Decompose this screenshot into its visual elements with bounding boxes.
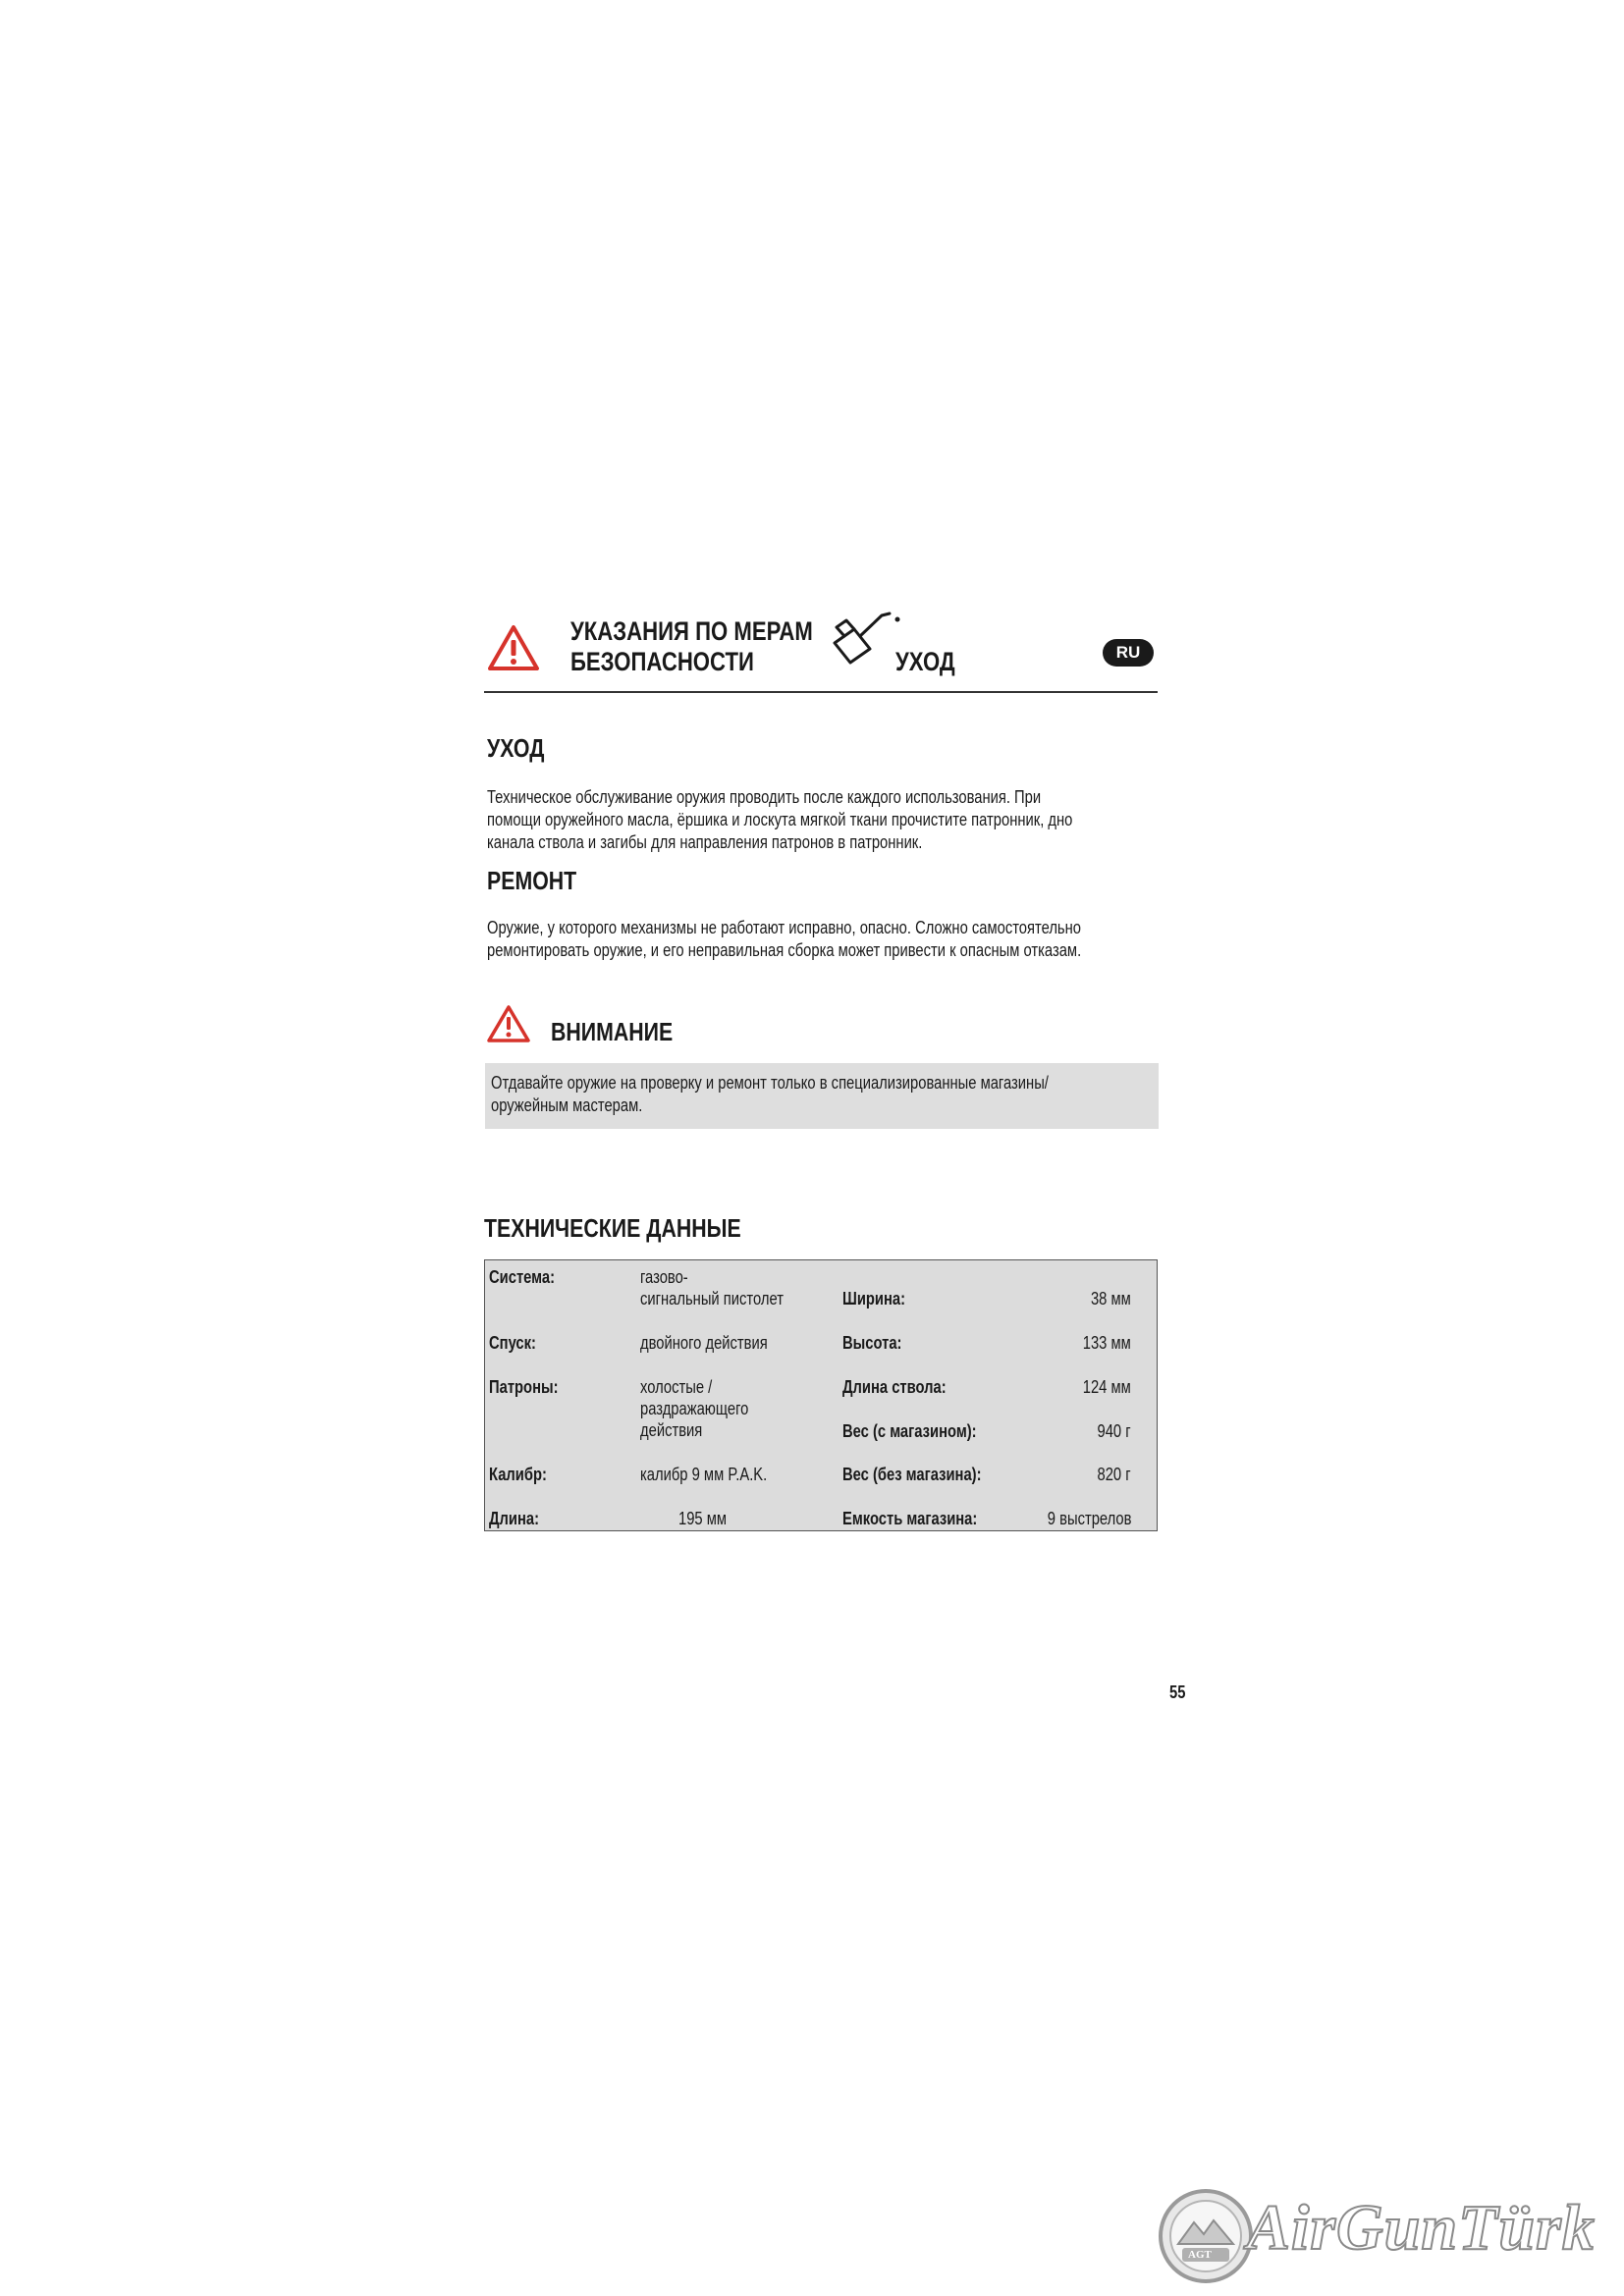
spec-label: Система:	[489, 1267, 556, 1287]
page-number: 55	[1169, 1682, 1186, 1702]
care-title: УХОД	[895, 647, 955, 676]
warning-line: Отдавайте оружие на проверку и ремонт только в специализированные магазины/	[491, 1073, 1049, 1093]
care-line: Техническое обслуживание оружия проводить после каждого использования. При	[487, 787, 1042, 807]
care-line: канала ствола и загибы для направления патронов в патронник.	[487, 832, 923, 852]
spec-label: Вес (с магазином):	[842, 1421, 977, 1441]
warning-line: оружейным мастерам.	[491, 1095, 643, 1115]
spec-value: 38 мм	[1091, 1289, 1131, 1308]
tech-heading: ТЕХНИЧЕСКИЕ ДАННЫЕ	[484, 1213, 741, 1243]
spec-label: Калибр:	[489, 1465, 547, 1484]
spec-value: 9 выстрелов	[1047, 1509, 1131, 1528]
repair-line: ремонтировать оружие, и его неправильная сборка может привести к опасным отказам.	[487, 940, 1082, 960]
safety-title	[570, 616, 813, 677]
spec-value: 195 мм	[678, 1509, 728, 1528]
logo-badge-text: AGT	[1188, 2249, 1212, 2261]
spec-value: калибр 9 мм P.A.K.	[640, 1465, 768, 1484]
spec-label: Длина:	[489, 1509, 540, 1528]
header-divider	[484, 691, 1158, 693]
spec-value: 133 мм	[1082, 1333, 1131, 1353]
language-badge: RU	[1103, 639, 1154, 667]
care-heading: УХОД	[487, 733, 545, 763]
repair-heading: РЕМОНТ	[487, 866, 577, 895]
spec-label: Ширина:	[842, 1289, 906, 1308]
spec-label: Емкость магазина:	[842, 1509, 978, 1528]
spec-value: двойного действия	[640, 1333, 768, 1353]
warning-triangle-icon	[487, 624, 540, 671]
logo-wordmark: AirGunTürk	[1247, 2192, 1596, 2264]
spec-label: Патроны:	[489, 1377, 559, 1397]
spec-label: Длина ствола:	[842, 1377, 947, 1397]
safety-title-line2: БЕЗОПАСНОСТИ	[570, 647, 754, 676]
warning-box	[485, 1063, 1159, 1129]
oil-can-icon	[827, 604, 905, 674]
airgunturk-logo	[1157, 2187, 1255, 2285]
repair-paragraph	[487, 917, 1081, 962]
spec-label: Спуск:	[489, 1333, 536, 1353]
warning-heading: ВНИМАНИЕ	[551, 1017, 674, 1046]
spec-label: Высота:	[842, 1333, 902, 1353]
spec-value: 940 г	[1097, 1421, 1131, 1441]
warning-text	[491, 1072, 1049, 1117]
safety-title-line1: УКАЗАНИЯ ПО МЕРАМ	[570, 616, 813, 646]
warning-triangle-icon	[486, 1004, 531, 1043]
spec-value: 820 г	[1097, 1465, 1131, 1484]
spec-label: Вес (без магазина):	[842, 1465, 982, 1484]
spec-value: холостые / раздражающего действия	[640, 1377, 749, 1440]
care-paragraph	[487, 786, 1072, 854]
repair-line: Оружие, у которого механизмы не работают исправно, опасно. Сложно самостоятельно	[487, 918, 1081, 937]
tech-specs-table	[484, 1259, 1158, 1531]
spec-value: 124 мм	[1082, 1377, 1131, 1397]
spec-value: газово- сигнальный пистолет	[640, 1267, 784, 1308]
care-line: помощи оружейного масла, ёршика и лоскута мягкой ткани прочистите патронник, дно	[487, 810, 1073, 829]
